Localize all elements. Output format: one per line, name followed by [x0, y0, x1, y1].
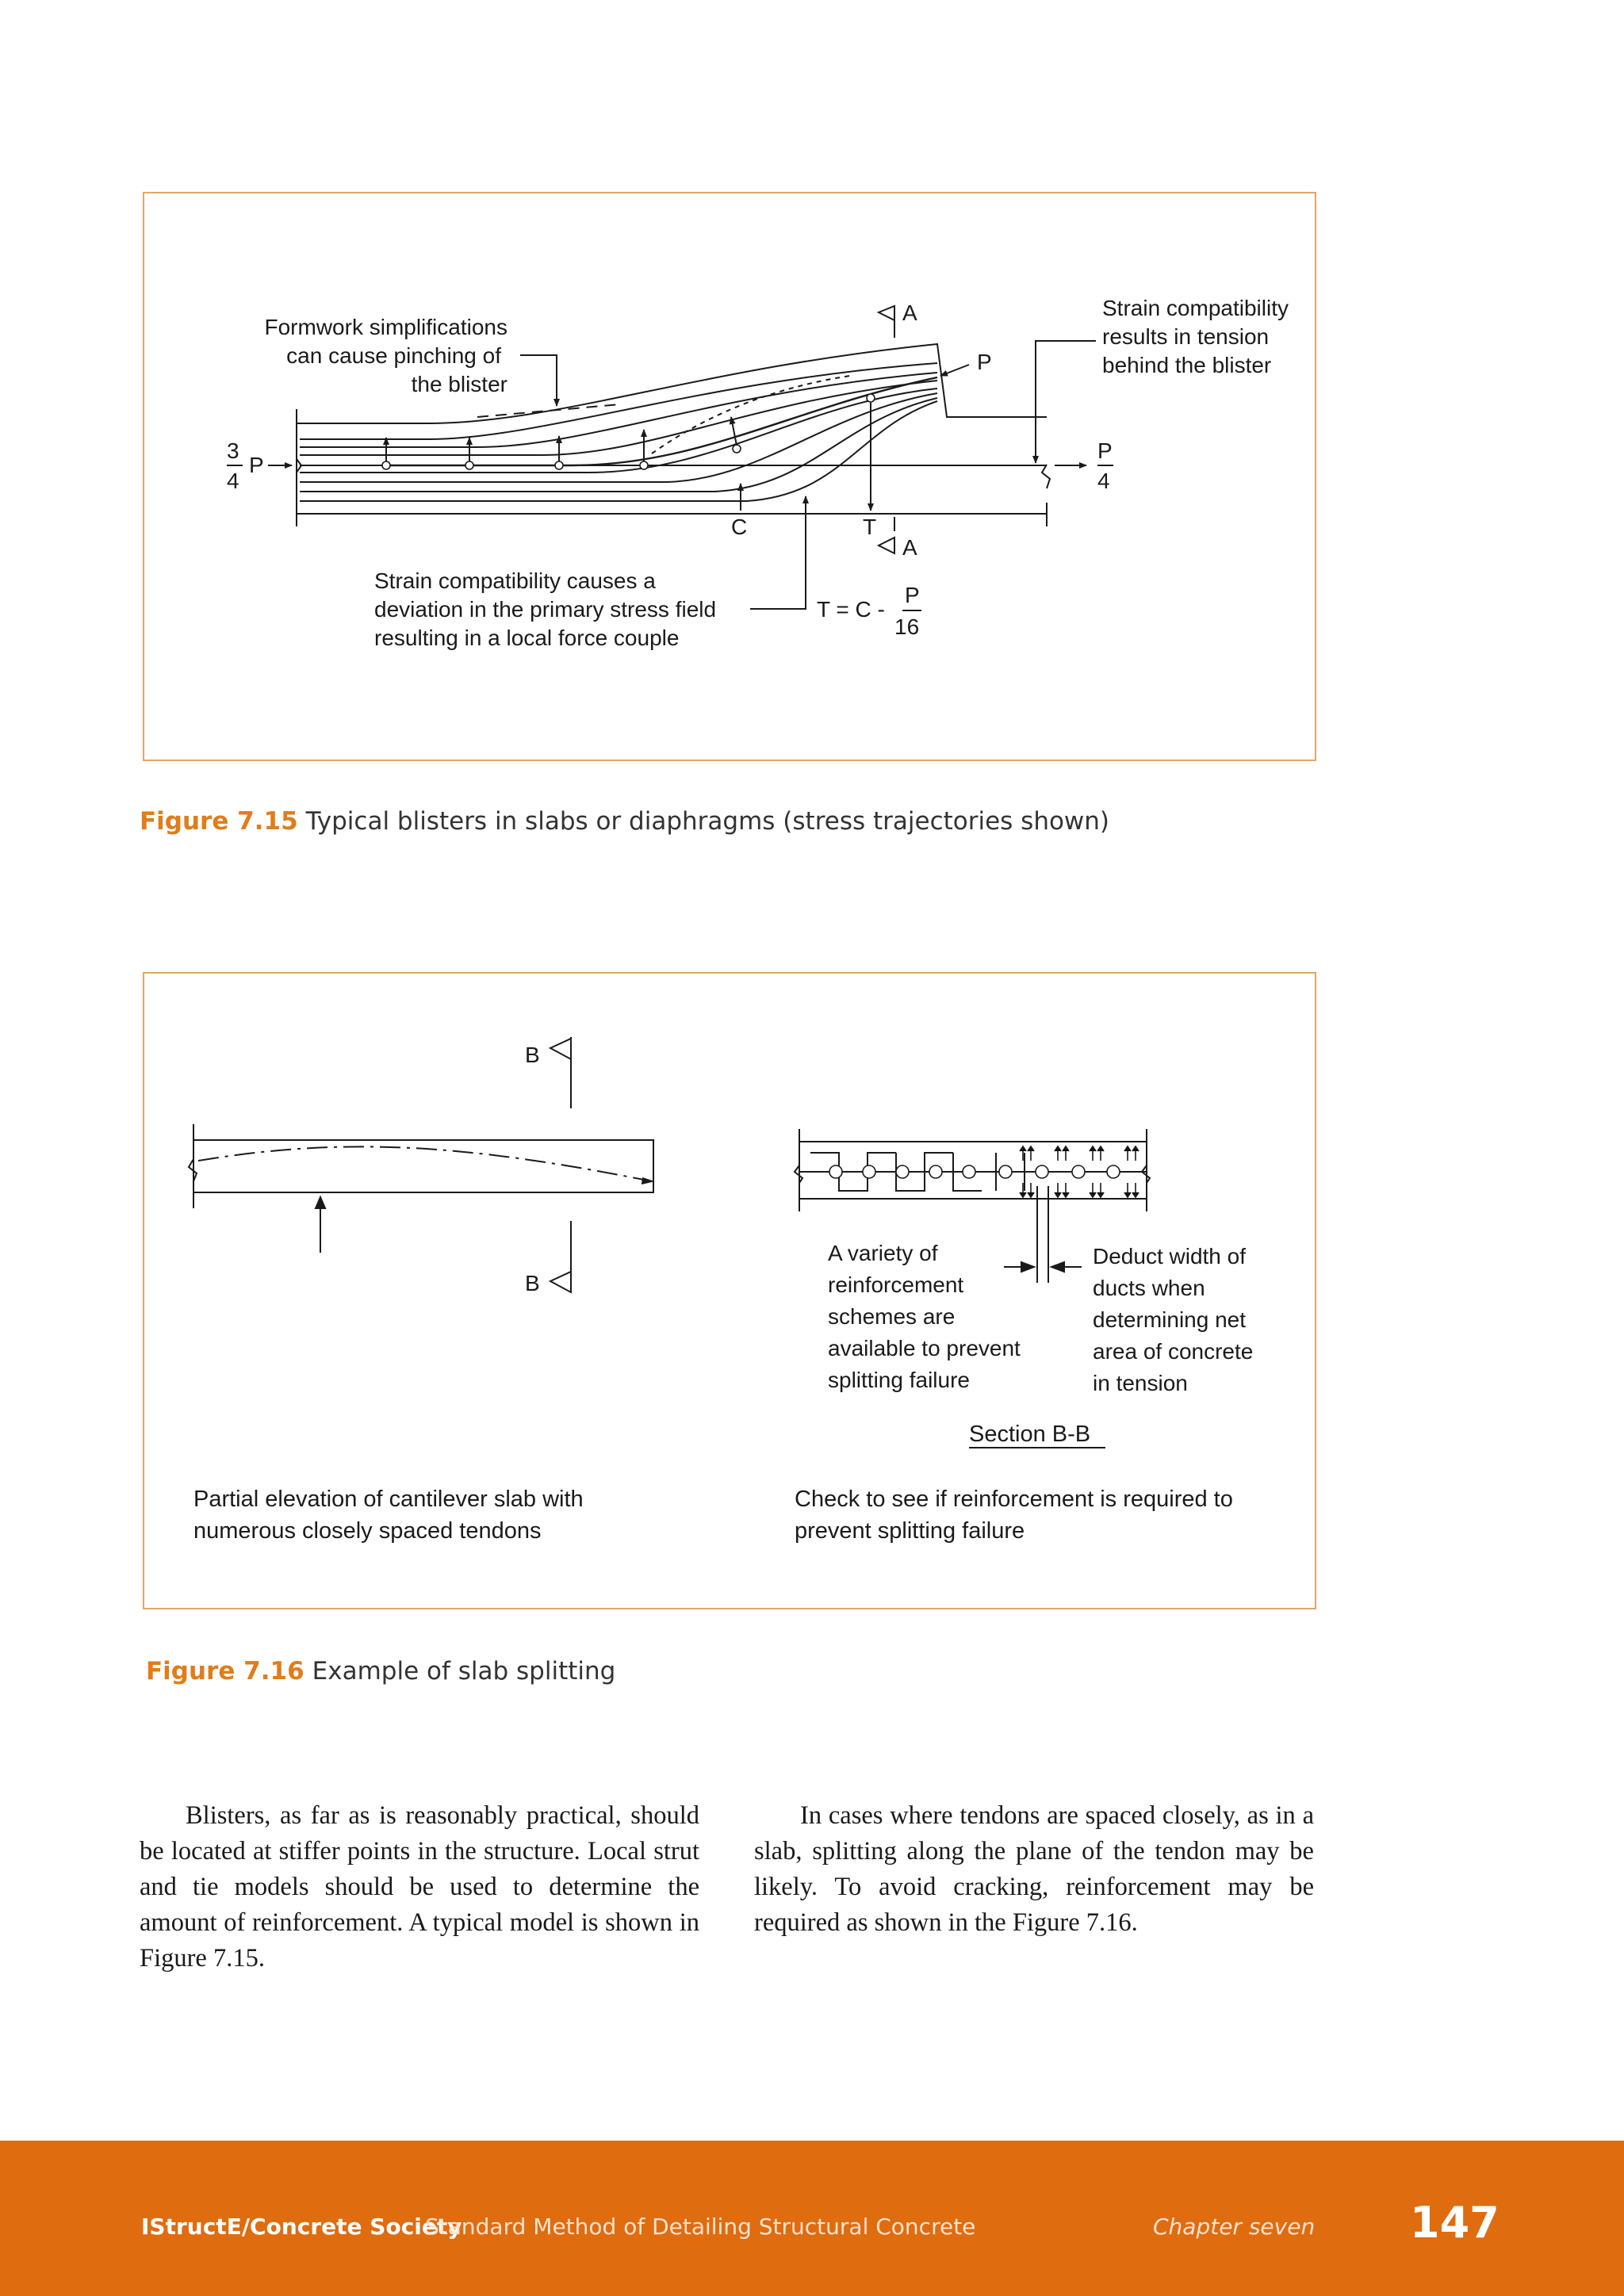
- svg-text:available to prevent: available to prevent: [828, 1336, 1021, 1360]
- body-column-right: [754, 1798, 1314, 1941]
- label-partial-elevation: [193, 1487, 584, 1544]
- svg-text:reinforcement: reinforcement: [828, 1272, 964, 1297]
- equation-prefix: T = C -: [817, 597, 885, 622]
- label-check: [795, 1487, 1233, 1544]
- body-column-left: [140, 1798, 699, 1976]
- right-fraction-num: P: [1097, 438, 1113, 463]
- svg-text:results in tension: results in tension: [1102, 324, 1270, 349]
- caption-text: Example of slab splitting: [312, 1657, 616, 1686]
- label-strain-tension: [1102, 296, 1289, 377]
- svg-text:Deduct width of: Deduct width of: [1093, 1244, 1246, 1269]
- section-b-labels: [525, 1043, 540, 1295]
- label-deduct: [1093, 1244, 1253, 1395]
- cantilever-elevation: [189, 1037, 653, 1292]
- svg-text:the blister: the blister: [411, 372, 508, 396]
- section-b-top: B: [525, 1043, 540, 1067]
- svg-text:deviation in the primary stres: deviation in the primary stress field: [374, 597, 717, 622]
- label-formwork: [265, 315, 508, 396]
- caption-label: Figure 7.16: [146, 1657, 304, 1686]
- footer-publisher: IStructE/Concrete Society: [141, 2214, 462, 2240]
- equation-den: 16: [894, 614, 920, 639]
- blister-slab-outline: [297, 344, 1050, 526]
- anchor-circles: [382, 394, 875, 469]
- svg-text:Strain compatibility: Strain compatibility: [1102, 296, 1289, 320]
- svg-text:numerous closely spaced tendon: numerous closely spaced tendons: [193, 1518, 542, 1544]
- label-p-blister: P: [977, 350, 992, 374]
- svg-text:Check to see if reinforcement: Check to see if reinforcement is required to: [795, 1487, 1233, 1512]
- caption-text: Typical blisters in slabs or diaphragms (stress trajectories shown): [305, 807, 1110, 836]
- svg-text:can cause pinching of: can cause pinching of: [286, 343, 501, 368]
- left-fraction-num: 3: [227, 438, 239, 463]
- caption-label: Figure 7.15: [140, 807, 298, 836]
- footer-title: Standard Method of Detailing Structural Concrete: [425, 2214, 976, 2240]
- svg-text:in tension: in tension: [1093, 1371, 1188, 1395]
- duct-circles: [829, 1165, 1120, 1178]
- figure-7-16-drawing: [144, 974, 1315, 1608]
- section-b-bottom: B: [525, 1271, 540, 1295]
- label-p-left: P: [249, 453, 264, 477]
- svg-text:Formwork simplifications: Formwork simplifications: [264, 315, 508, 339]
- svg-text:determining net: determining net: [1093, 1307, 1247, 1332]
- left-fraction-den: 4: [227, 469, 239, 493]
- label-t: T: [863, 515, 877, 539]
- section-a-top: A: [902, 300, 917, 325]
- label-variety: [828, 1241, 1021, 1392]
- figure-7-15: [143, 192, 1316, 761]
- svg-text:resulting in a local force cou: resulting in a local force couple: [374, 626, 680, 650]
- footer-chapter: Chapter seven: [1153, 2214, 1316, 2240]
- svg-text:behind the blister: behind the blister: [1102, 353, 1272, 377]
- svg-text:schemes are: schemes are: [828, 1304, 956, 1329]
- page-number: 147: [1410, 2198, 1500, 2248]
- figure-7-15-caption: [140, 807, 1109, 836]
- section-a-bottom: A: [902, 535, 917, 560]
- figure-7-15-drawing: [144, 193, 1315, 760]
- label-c: C: [731, 515, 748, 539]
- label-strain-deviation: [374, 568, 716, 650]
- svg-text:area of concrete: area of concrete: [1093, 1339, 1254, 1364]
- page-footer: [0, 2141, 1624, 2296]
- equation-num: P: [905, 583, 920, 607]
- svg-text:Strain compatibility causes a: Strain compatibility causes a: [374, 568, 656, 593]
- figure-7-16: [143, 972, 1316, 1609]
- svg-text:splitting failure: splitting failure: [828, 1368, 970, 1392]
- svg-text:prevent splitting failure: prevent splitting failure: [795, 1518, 1025, 1544]
- svg-text:Partial elevation of cantileve: Partial elevation of cantilever slab with: [193, 1487, 584, 1512]
- body-paragraph: In cases where tendons are spaced closely, as in a slab, splitting along the plane of the tendon may be likely. To avoid cracking, reinforcement may be required as shown in the Figure 7.16.: [754, 1801, 1314, 1937]
- svg-text:ducts when: ducts when: [1093, 1276, 1205, 1300]
- section-title: Section B-B: [969, 1422, 1091, 1447]
- body-paragraph: Blisters, as far as is reasonably practical, should be located at stiffer points in the structure. Local strut and tie models should be used to determine the amount of reinforcement. A typical model is shown in Figure 7.15.: [140, 1801, 699, 1973]
- right-fraction-den: 4: [1097, 469, 1110, 493]
- figure-7-16-caption: [146, 1657, 615, 1686]
- svg-text:A variety of: A variety of: [828, 1241, 938, 1265]
